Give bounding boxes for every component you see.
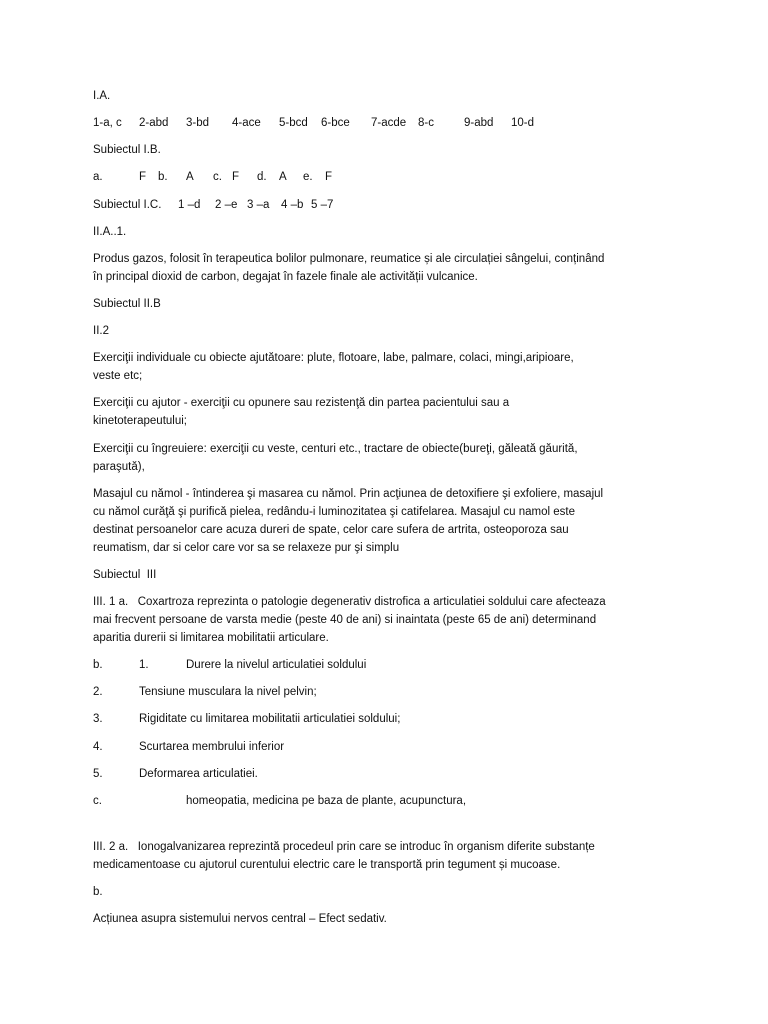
section-iib-paragraph <box>93 349 753 385</box>
section-ic-heading: Subiectul I.C. <box>93 198 162 211</box>
answer-item: 2 –e <box>215 198 238 211</box>
answer-item: 3 –a <box>247 198 270 211</box>
answer-label: d. <box>257 171 267 184</box>
answer-item: 7-acde <box>371 117 407 130</box>
q1c-text: homeopatia, medicina pe baza de plante, acupunctura, <box>186 794 467 807</box>
answer-item: 5 –7 <box>311 198 334 211</box>
list-item-number: 4. <box>93 740 103 753</box>
list-item <box>93 683 753 701</box>
q2b-label: b. <box>93 886 103 899</box>
list-item-number: 5. <box>93 767 103 780</box>
answer-item: 9-abd <box>464 117 494 130</box>
answer-item: 2-abd <box>139 117 169 130</box>
list-item-text: Deformarea articulatiei. <box>139 767 258 780</box>
q2b-text: Acțiunea asupra sistemului nervos central – Efect sedativ. <box>93 913 387 926</box>
paragraph-line: în principal dioxid de carbon, degajat în fazele finale ale activității vulcanice. <box>93 270 478 283</box>
q1c-label: c. <box>93 794 102 807</box>
list-item <box>93 738 753 756</box>
answer-item: 3-bd <box>186 117 210 130</box>
list-item <box>93 710 753 728</box>
paragraph-line: medicamentoase cu ajutorul curentului electric care le transportă prin tegument și mucoase. <box>93 858 561 871</box>
paragraph-line: Exerciţii individuale cu obiecte ajutătoare: plute, flotoare, labe, palmare, colaci, mingi,aripioare, <box>93 352 574 365</box>
answer-value: F <box>139 171 147 184</box>
blank-line <box>93 819 753 838</box>
section-ia-heading: I.A. <box>93 90 111 102</box>
answer-value: F <box>325 171 333 184</box>
section-iii-heading: Subiectul III <box>93 568 157 581</box>
paragraph-line: III. 2 a. Ionogalvanizarea reprezintă procedeul prin care se introduc în organism diferite substanțe <box>93 840 595 853</box>
paragraph-line: III. 1 a. Coxartroza reprezinta o patologie degenerativ distrofica a articulatiei soldului care afecteaza <box>93 595 606 608</box>
section-iii-q1a-paragraph <box>93 593 753 647</box>
list-item-text: Scurtarea membrului inferior <box>139 740 285 753</box>
answer-item: 5-bcd <box>279 117 308 130</box>
paragraph-line: Produs gazos, folosit în terapeutica bolilor pulmonare, reumatice și ale circulației sângelui, conținând <box>93 252 605 265</box>
section-iii-q2a-paragraph <box>93 838 753 874</box>
section-iib-heading: Subiectul II.B <box>93 297 161 310</box>
answer-value: F <box>232 171 240 184</box>
section-ic-line <box>93 196 753 214</box>
answer-item: 10-d <box>511 117 535 130</box>
list-item-number: 2. <box>93 686 103 699</box>
answer-value: A <box>279 171 287 184</box>
answer-label: c. <box>213 171 222 184</box>
answer-item: 4 –b <box>281 198 304 211</box>
list-item-number: 1. <box>139 659 149 672</box>
paragraph-line: cu nămol curăţă şi purifică pielea, redându-i luminozitatea şi catifelarea. Masajul cu namol este <box>93 505 575 518</box>
paragraph-line: aparitia durerii si limitarea mobilitatii articulare. <box>93 631 329 644</box>
paragraph-line: destinat persoanelor care acuza dureri de spate, celor care sufera de artrita, osteoporoza sau <box>93 523 569 536</box>
list-item-text: Rigiditate cu limitarea mobilitatii articulatiei soldului; <box>139 713 401 726</box>
q1b-label: b. <box>93 659 103 672</box>
list-item-number: 3. <box>93 713 103 726</box>
section-iib-paragraph <box>93 440 753 476</box>
section-iia-paragraph <box>93 250 753 286</box>
section-ib-answers <box>93 168 753 186</box>
list-item-text: Durere la nivelul articulatiei soldului <box>186 659 367 672</box>
paragraph-line: Masajul cu nămol - întinderea şi masarea cu nămol. Prin acţiunea de detoxifiere şi exfoliere, masajul <box>93 487 604 500</box>
section-iib-paragraph <box>93 485 753 557</box>
answer-label: b. <box>158 171 168 184</box>
section-iia-heading: II.A..1. <box>93 225 127 238</box>
answer-item: 4-ace <box>232 117 261 130</box>
answer-label: a. <box>93 171 103 184</box>
answer-item: 6-bce <box>321 117 350 130</box>
section-ia-answers <box>93 114 753 132</box>
paragraph-line: veste etc; <box>93 370 143 383</box>
q1c-line <box>93 792 753 810</box>
paragraph-line: mai frecvent persoane de varsta medie (peste 40 de ani) si inaintata (peste 65 de ani) determinand <box>93 613 597 626</box>
paragraph-line: paraşută), <box>93 460 145 473</box>
paragraph-line: kinetoterapeutului; <box>93 415 187 428</box>
paragraph-line: reumatism, dar si celor care vor sa se relaxeze pur şi simplu <box>93 541 400 554</box>
answer-item: 1-a, c <box>93 117 122 130</box>
document-body <box>93 87 753 937</box>
section-iib-subheading: II.2 <box>93 325 109 338</box>
answer-item: 8-c <box>418 117 434 130</box>
answer-value: A <box>186 171 194 184</box>
list-item <box>93 656 753 674</box>
section-ib-heading: Subiectul I.B. <box>93 144 161 157</box>
paragraph-line: Exerciţii cu îngreuiere: exerciţii cu veste, centuri etc., tractare de obiecte(bureţi, găleată găurită, <box>93 442 578 455</box>
paragraph-line: Exerciţii cu ajutor - exerciţii cu opunere sau rezistenţă din partea pacientului sau a <box>93 397 510 410</box>
answer-label: e. <box>303 171 313 184</box>
answer-item: 1 –d <box>178 198 201 211</box>
list-item <box>93 765 753 783</box>
list-item-text: Tensiune musculara la nivel pelvin; <box>139 686 317 699</box>
section-iib-paragraph <box>93 394 753 430</box>
